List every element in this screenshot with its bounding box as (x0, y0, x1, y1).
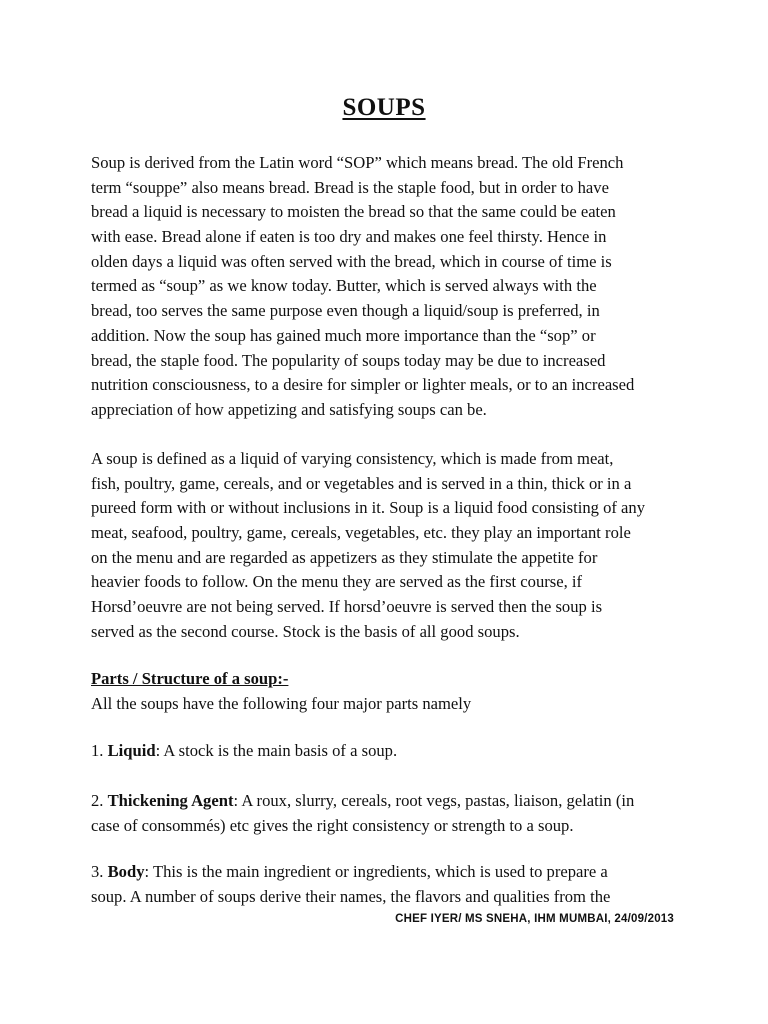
text-line: addition. Now the soup has gained much more importance than the “sop” or (91, 325, 596, 345)
text-line: olden days a liquid was often served with the bread, which in course of time is (91, 251, 612, 271)
list-item-thickening-agent (91, 789, 691, 838)
text-line: on the menu and are regarded as appetizers as they stimulate the appetite for (91, 547, 598, 567)
list-item-text: : This is the main ingredient or ingredients, which is used to prepare a (144, 862, 608, 881)
text-line: appreciation of how appetizing and satisfying soups can be. (91, 399, 487, 419)
text-line: termed as “soup” as we know today. Butter, which is served always with the (91, 276, 597, 296)
text-line: Horsd’oeuvre are not being served. If horsd’oeuvre is served then the soup is (91, 597, 603, 617)
text-line: fish, poultry, game, cereals, and or vegetables and is served in a thin, thick or in a (91, 473, 632, 493)
text-line: meat, seafood, poultry, game, cereals, vegetables, etc. they play an important role (91, 523, 631, 543)
list-item-liquid (91, 739, 691, 764)
list-item-body (91, 860, 691, 909)
list-item-text: : A roux, slurry, cereals, root vegs, pastas, liaison, gelatin (in (233, 791, 635, 810)
list-item-number: 3. (91, 862, 104, 881)
list-item-term: Body (107, 862, 145, 881)
text-line: nutrition consciousness, to a desire for simpler or lighter meals, or to an increased (91, 375, 635, 395)
text-line: All the soups have the following four major parts namely (91, 694, 472, 713)
list-item-number: 2. (91, 791, 104, 810)
text-line: heavier foods to follow. On the menu they are served as the first course, if (91, 572, 583, 592)
section-heading-parts: Parts / Structure of a soup:- (91, 669, 289, 688)
text-line (91, 739, 691, 764)
text-line: Soup is derived from the Latin word “SOP” which means bread. The old French (91, 153, 624, 172)
text-line: pureed form with or without inclusions in it. Soup is a liquid food consisting of any (91, 498, 646, 518)
text-line: term “souppe” also means bread. Bread is the staple food, but in order to have (91, 177, 609, 197)
text-line (91, 789, 691, 814)
text-line: bread, the staple food. The popularity of soups today may be due to increased (91, 350, 606, 370)
parts-intro (91, 692, 691, 717)
text-line: soup. A number of soups derive their names, the flavors and qualities from the (91, 886, 611, 906)
text-line: bread a liquid is necessary to moisten the bread so that the same could be eaten (91, 202, 616, 222)
list-item-number: 1. (91, 741, 104, 760)
list-item-text: : A stock is the main basis of a soup. (155, 741, 398, 760)
text-line: bread, too serves the same purpose even though a liquid/soup is preferred, in (91, 301, 600, 321)
paragraph-soup-definition (91, 447, 691, 645)
page-title: SOUPS (342, 94, 426, 121)
list-item-term: Thickening Agent (107, 791, 234, 810)
text-line: with ease. Bread alone if eaten is too dry and makes one feel thirsty. Hence in (91, 227, 607, 247)
page-footer: CHEF IYER/ MS SNEHA, IHM MUMBAI, 24/09/2013 (395, 913, 674, 925)
text-line: served as the second course. Stock is the basis of all good soups. (91, 621, 520, 641)
text-line: case of consommés) etc gives the right consistency or strength to a soup. (91, 815, 574, 835)
paragraph-soup-origin (91, 151, 691, 423)
text-line: A soup is defined as a liquid of varying consistency, which is made from meat, (91, 449, 614, 468)
list-item-term: Liquid (107, 741, 156, 760)
text-line (91, 860, 691, 885)
